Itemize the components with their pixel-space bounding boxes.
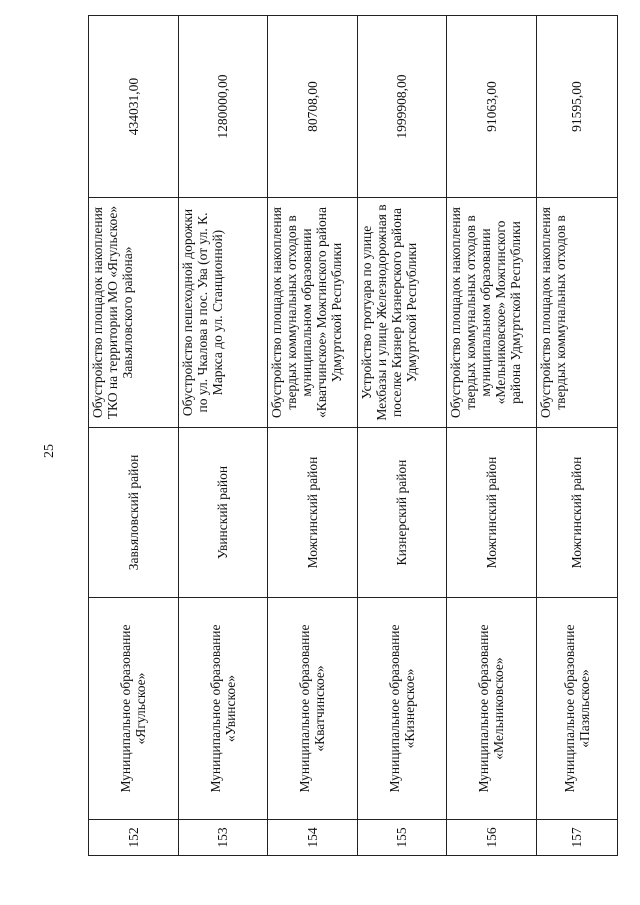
project-description: Обустройство пешеходной дорожки по ул. Чкалова в пос. Ува (от ул. К. Маркса до ул. Станционной) [178,198,268,428]
project-amount: 1280000,00 [178,16,268,198]
table-row [447,16,537,856]
district-name: Можгинский район [447,428,537,598]
project-amount: 1999908,00 [357,16,447,198]
project-description: Обустройство площадок накопления твердых коммунальных отходов в муниципальном образовании «Мельниковское» Можгинского района Удмуртской Республики [447,198,537,428]
row-number: 154 [268,820,358,856]
district-name: Кизнерский район [357,428,447,598]
row-number: 156 [447,820,537,856]
table-row [268,16,358,856]
municipality-name: Муниципальное образование «Кизнерское» [357,598,447,820]
table-row [89,16,179,856]
row-number: 153 [178,820,268,856]
district-name: Завьяловский район [89,428,179,598]
district-name: Можгинский район [536,428,617,598]
project-amount: 434031,00 [89,16,179,198]
table-row [178,16,268,856]
table-row [357,16,447,856]
municipality-name: Муниципальное образование «Ягульское» [89,598,179,820]
projects-table-rotated [88,16,618,856]
project-description: Устройство тротуара по улице Мехбазы и улице Железнодорожная в поселке Кизнер Кизнерского района Удмуртской Республики [357,198,447,428]
project-description: Обустройство площадок накопления твердых коммунальных отходов в муниципальном образовании «Кватчинское» Можгинского района Удмуртской Республики [268,198,358,428]
row-number: 152 [89,820,179,856]
row-number: 157 [536,820,617,856]
project-amount: 80708,00 [268,16,358,198]
municipality-name: Муниципальное образование «Мельниковское» [447,598,537,820]
municipality-name: Муниципальное образование «Пазяльское» [536,598,617,820]
project-amount: 91595,00 [536,16,617,198]
table-row [536,16,617,856]
district-name: Увинский район [178,428,268,598]
row-number: 155 [357,820,447,856]
project-description: Обустройство площадок накопления ТКО на территории МО «Ягульское» Завьяловского района» [89,198,179,428]
municipality-name: Муниципальное образование «Увинское» [178,598,268,820]
page-number: 25 [42,444,57,458]
district-name: Можгинский район [268,428,358,598]
project-description: Обустройство площадок накопления твердых коммунальных отходов в [536,198,617,428]
projects-table [88,15,618,856]
municipality-name: Муниципальное образование «Кватчинское» [268,598,358,820]
project-amount: 91063,00 [447,16,537,198]
